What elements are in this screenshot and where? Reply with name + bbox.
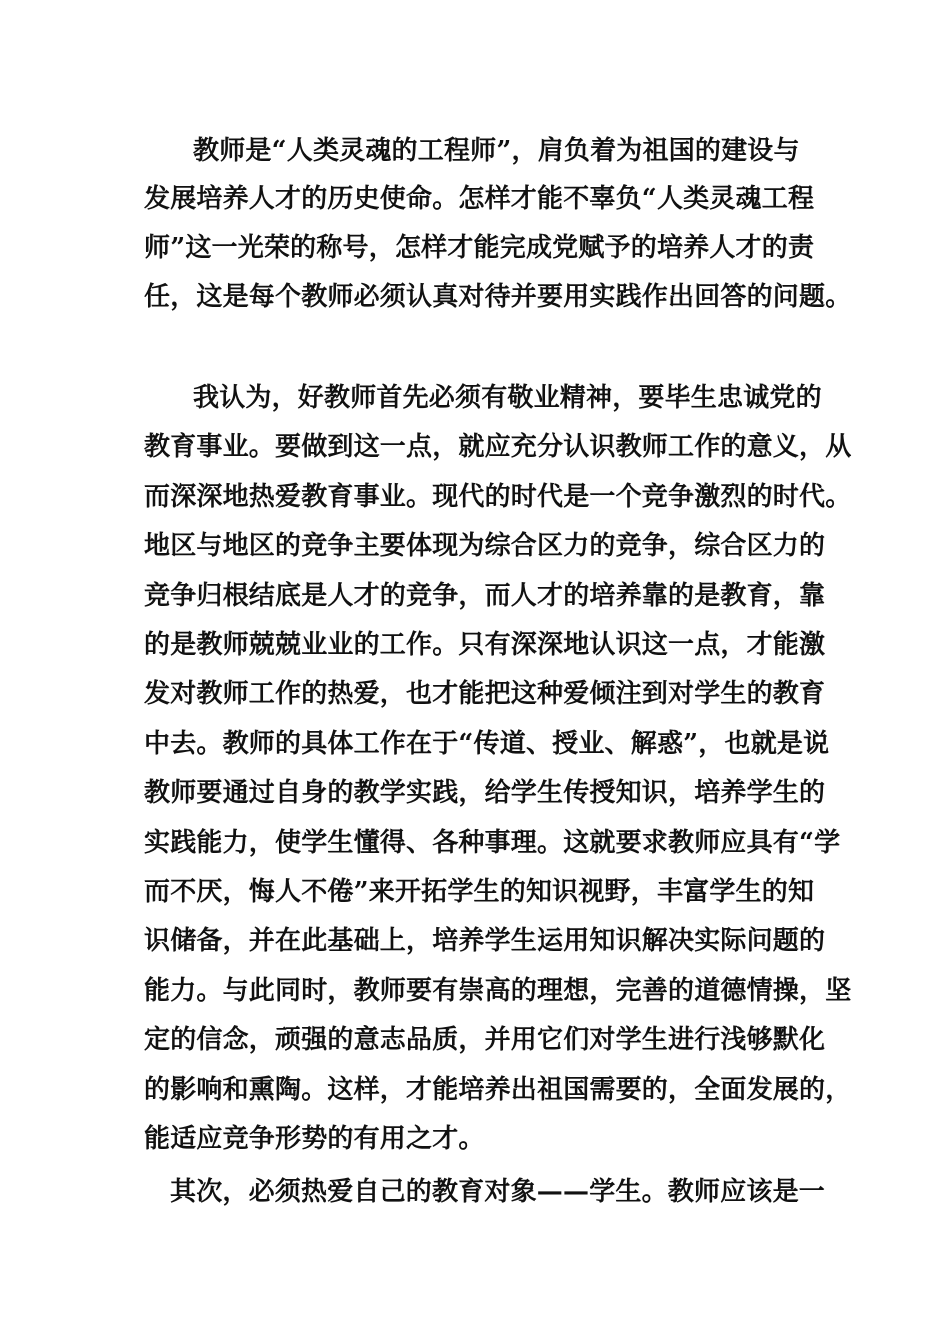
paragraph-2-line-5: 竞争归根结底是人才的竞争，而人才的培养靠的是教育，靠 xyxy=(144,581,826,611)
paragraph-2-line-6: 的是教师兢兢业业的工作。只有深深地认识这一点，才能激 xyxy=(144,630,826,660)
paragraph-2-line-12: 识储备，并在此基础上，培养学生运用知识解决实际问题的 xyxy=(144,926,826,956)
paragraph-2-line-4: 地区与地区的竞争主要体现为综合区力的竞争，综合区力的 xyxy=(144,531,826,561)
paragraph-2-line-8: 中去。教师的具体工作在于“传道、授业、解惑”，也就是说 xyxy=(144,729,830,759)
paragraph-2-line-11: 而不厌，悔人不倦”来开拓学生的知识视野，丰富学生的知 xyxy=(144,877,815,907)
paragraph-1-line-1: 教师是“人类灵魂的工程师”，肩负着为祖国的建设与 xyxy=(193,136,800,166)
paragraph-2-line-16: 能适应竞争形势的有用之才。 xyxy=(144,1124,485,1154)
paragraph-2-line-9: 教师要通过自身的教学实践，给学生传授知识，培养学生的 xyxy=(144,778,826,808)
paragraph-2-line-10: 实践能力，使学生懂得、各种事理。这就要求教师应具有“学 xyxy=(144,828,841,858)
paragraph-2-line-1: 我认为，好教师首先必须有敬业精神，要毕生忠诚党的 xyxy=(193,383,822,413)
paragraph-1-line-3: 师”这一光荣的称号，怎样才能完成党赋予的培养人才的责 xyxy=(144,233,815,263)
paragraph-2-line-13: 能力。与此同时，教师要有崇高的理想，完善的道德情操，坚 xyxy=(144,976,852,1006)
paragraph-2-line-2: 教育事业。要做到这一点，就应充分认识教师工作的意义，从 xyxy=(144,432,852,462)
paragraph-1-line-4: 任，这是每个教师必须认真对待并要用实践作出回答的问题。 xyxy=(144,282,852,312)
paragraph-1-line-2: 发展培养人才的历史使命。怎样才能不辜负“人类灵魂工程 xyxy=(144,184,815,214)
paragraph-2-line-7: 发对教师工作的热爱，也才能把这种爱倾注到对学生的教育 xyxy=(144,679,826,709)
paragraph-3-line-1: 其次，必须热爱自己的教育对象——学生。教师应该是一 xyxy=(170,1177,826,1207)
paragraph-2-line-15: 的影响和熏陶。这样，才能培养出祖国需要的，全面发展的， xyxy=(144,1075,852,1105)
paragraph-2-line-14: 定的信念，顽强的意志品质，并用它们对学生进行浅够默化 xyxy=(144,1025,826,1055)
paragraph-2-line-3: 而深深地热爱教育事业。现代的时代是一个竞争激烈的时代。 xyxy=(144,482,852,512)
